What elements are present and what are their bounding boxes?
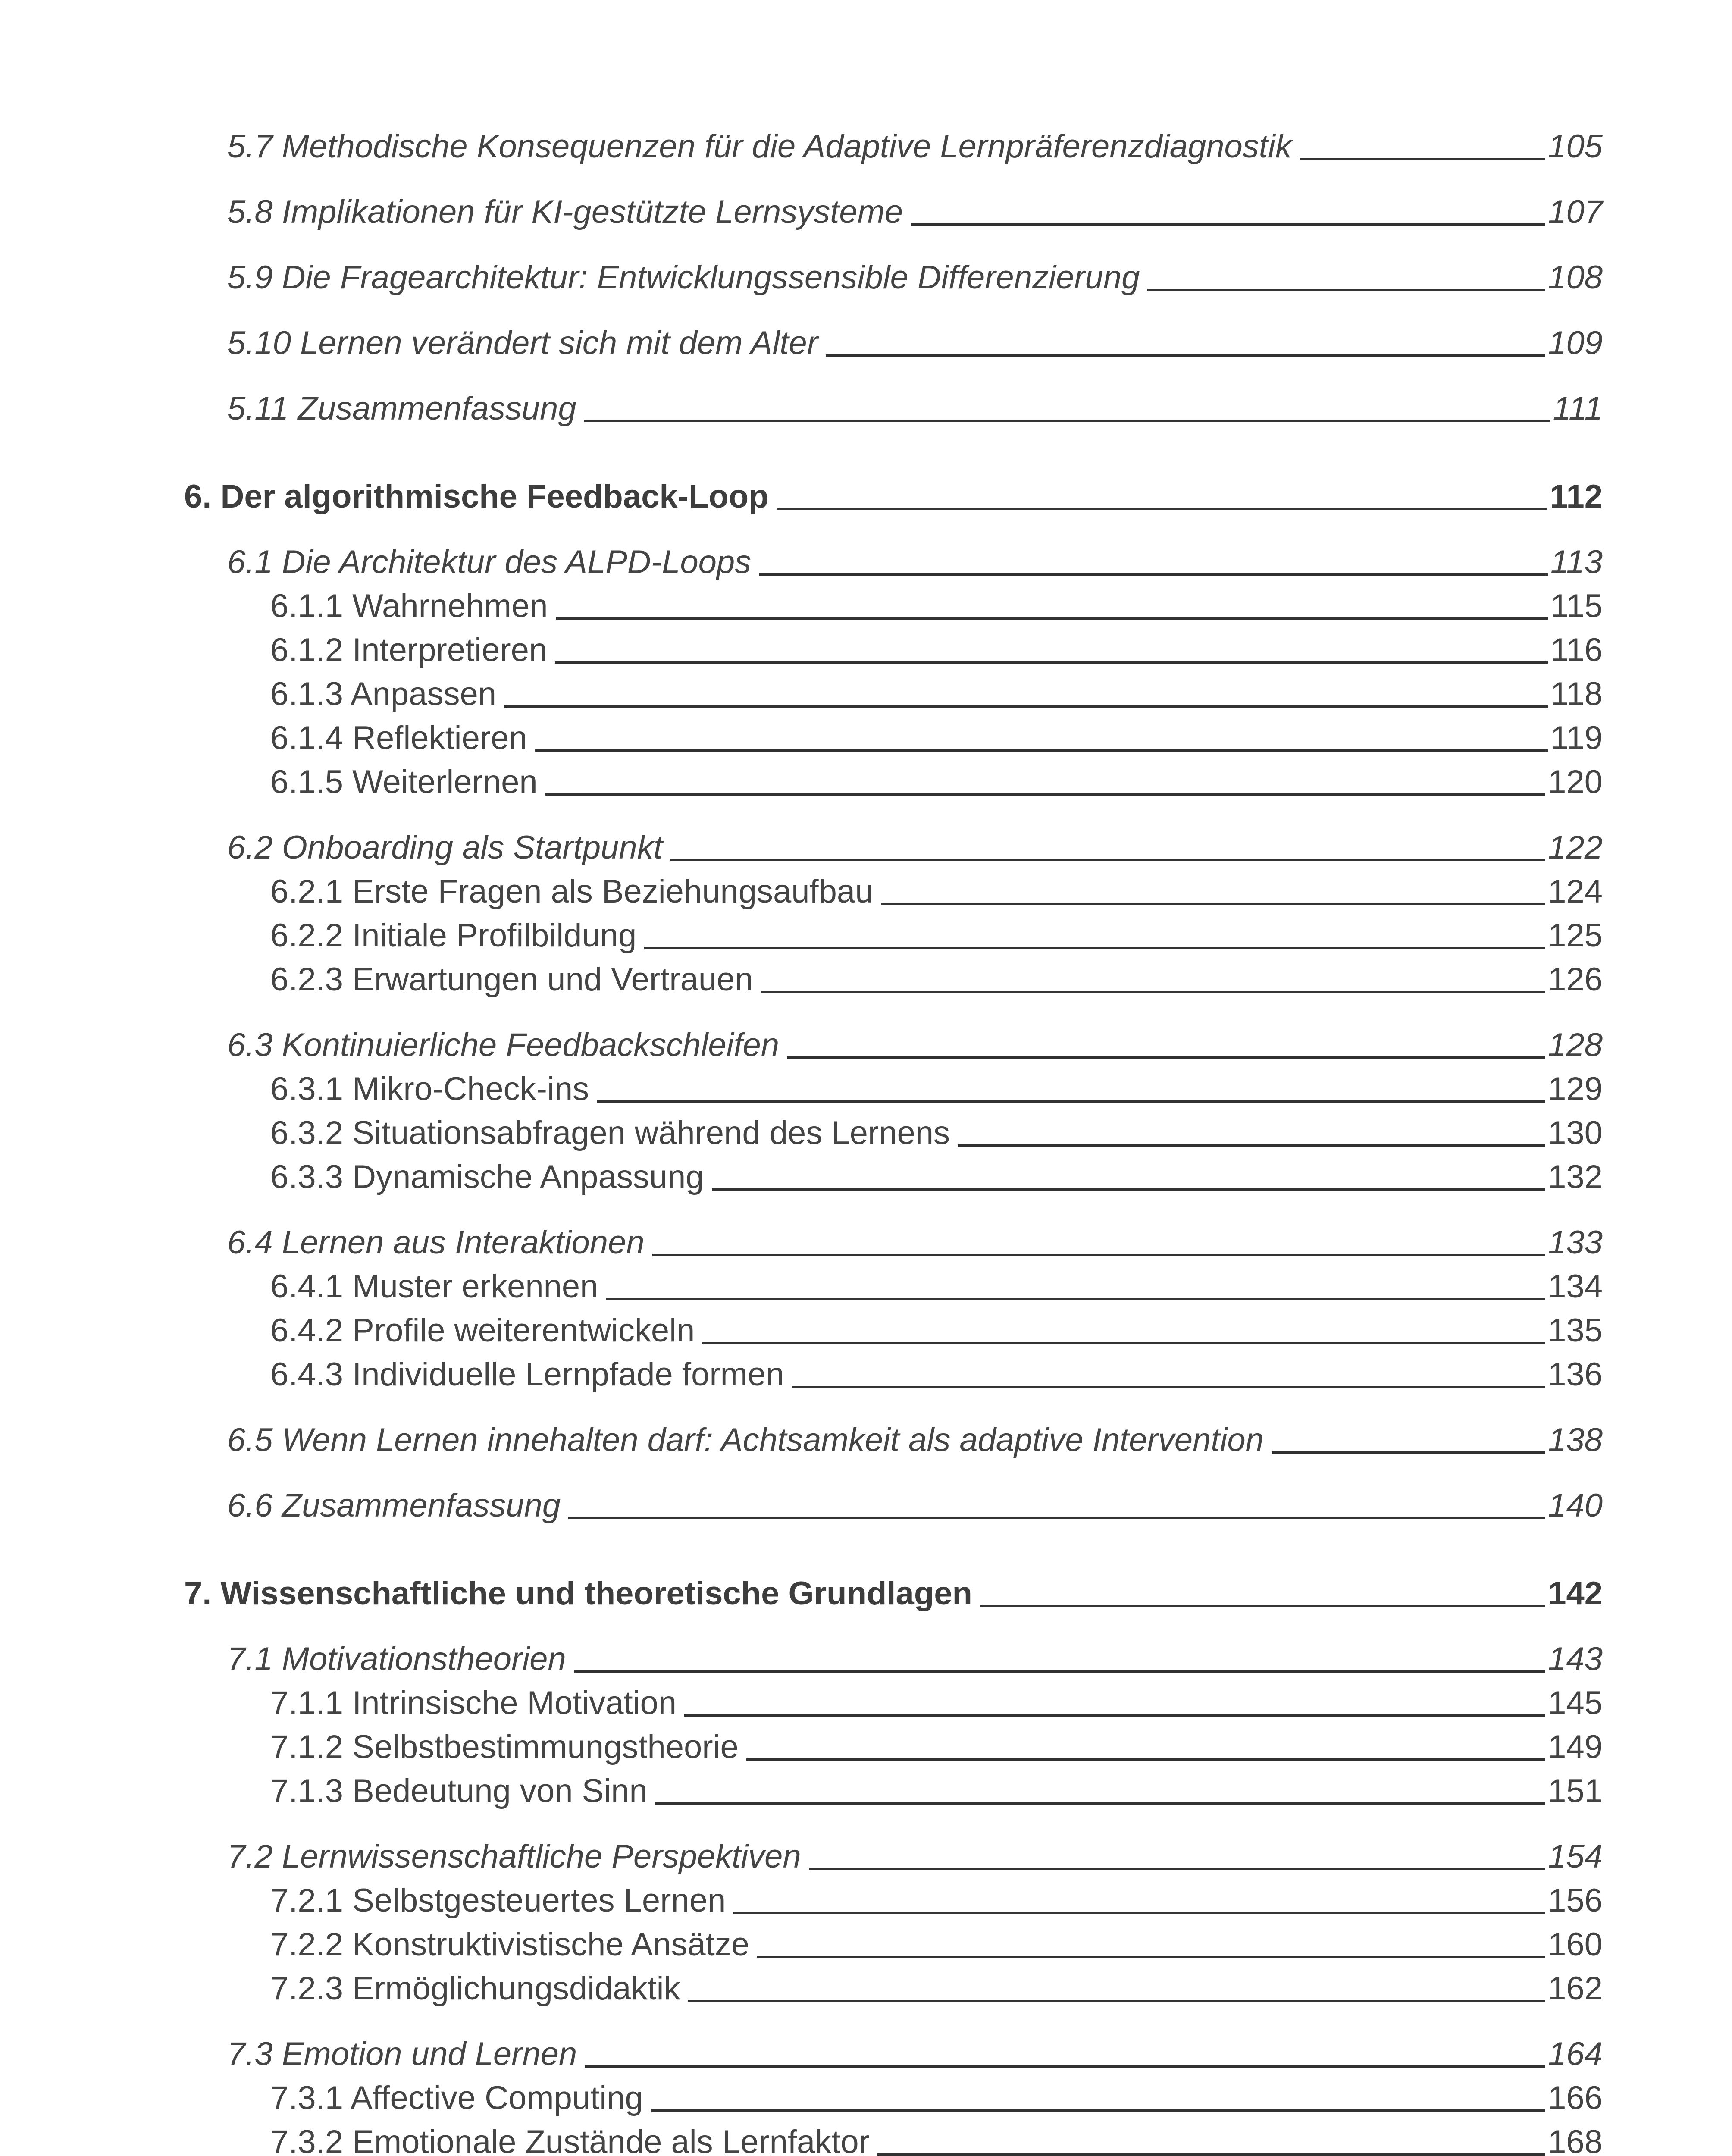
toc-entry-sub[interactable] <box>270 1267 1603 1306</box>
toc-entry-sub[interactable] <box>270 631 1603 670</box>
toc-entry-section[interactable] <box>227 543 1603 582</box>
toc-entry-page: 122 <box>1548 829 1603 866</box>
toc-entry-page: 154 <box>1548 1838 1603 1875</box>
toc-leader-line <box>504 705 1548 708</box>
toc-entry-page: 124 <box>1548 873 1603 910</box>
toc-entry-chapter[interactable] <box>184 477 1603 516</box>
toc-leader-line <box>652 1254 1546 1256</box>
toc-entry-page: 125 <box>1548 917 1603 954</box>
toc-entry-page: 142 <box>1548 1575 1603 1612</box>
toc-leader-line <box>733 1912 1545 1914</box>
toc-entry-sub[interactable] <box>270 1158 1603 1197</box>
toc-entry-section[interactable] <box>227 1421 1603 1460</box>
toc-entry-label: 5.8 Implikationen für KI-gestützte Lernsysteme <box>227 194 903 230</box>
toc-entry-section[interactable] <box>227 389 1603 428</box>
toc-entry-page: 162 <box>1548 1970 1603 2007</box>
toc-entry-page: 145 <box>1548 1685 1603 1721</box>
toc-entry-label: 7.3.2 Emotionale Zustände als Lernfaktor <box>270 2124 870 2156</box>
toc-entry-sub[interactable] <box>270 1684 1603 1723</box>
toc-entry-label: 6. Der algorithmische Feedback-Loop <box>184 478 769 515</box>
toc-leader-line <box>757 1956 1545 1958</box>
toc-leader-line <box>555 661 1548 664</box>
toc-entry-page: 166 <box>1548 2080 1603 2116</box>
toc-entry-label: 6.2 Onboarding als Startpunkt <box>227 829 663 866</box>
toc-entry-section[interactable] <box>227 193 1603 232</box>
toc-leader-line <box>655 1802 1545 1805</box>
toc-entry-page: 130 <box>1548 1115 1603 1151</box>
toc-entry-label: 6.1.2 Interpretieren <box>270 632 548 668</box>
toc-leader-line <box>761 991 1546 993</box>
toc-entry-page: 116 <box>1550 632 1603 668</box>
toc-entry-sub[interactable] <box>270 719 1603 758</box>
toc-leader-line <box>877 2153 1545 2156</box>
toc-entry-label: 6.4 Lernen aus Interaktionen <box>227 1224 645 1261</box>
toc-entry-label: 6.5 Wenn Lernen innehalten darf: Achtsamkeit als adaptive Intervention <box>227 1422 1264 1458</box>
toc-entry-sub[interactable] <box>270 916 1603 955</box>
toc-entry-page: 140 <box>1548 1487 1603 1524</box>
toc-entry-label: 7.1.1 Intrinsische Motivation <box>270 1685 677 1721</box>
toc-entry-label: 6.4.3 Individuelle Lernpfade formen <box>270 1356 784 1393</box>
toc-leader-line <box>688 2000 1546 2002</box>
toc-leader-line <box>759 573 1548 576</box>
toc-entry-sub[interactable] <box>270 2123 1603 2156</box>
toc-entry-label: 7.2 Lernwissenschaftliche Perspektiven <box>227 1838 801 1875</box>
toc-entry-section[interactable] <box>227 1223 1603 1262</box>
toc-entry-sub[interactable] <box>270 1925 1603 1964</box>
toc-leader-line <box>574 1670 1545 1673</box>
toc-entry-label: 6.1 Die Architektur des ALPD-Loops <box>227 544 752 580</box>
toc-entry-page: 134 <box>1548 1268 1603 1305</box>
toc-leader-line <box>911 223 1545 226</box>
toc-entry-sub[interactable] <box>270 1311 1603 1350</box>
toc-entry-label: 6.1.3 Anpassen <box>270 676 496 712</box>
toc-leader-line <box>809 1868 1545 1870</box>
toc-entry-label: 6.3.2 Situationsabfragen während des Lernens <box>270 1115 950 1151</box>
toc-entry-section[interactable] <box>227 2035 1603 2074</box>
toc-entry-section[interactable] <box>227 258 1603 297</box>
toc-leader-line <box>535 749 1548 752</box>
toc-leader-line <box>584 420 1550 422</box>
toc-entry-page: 128 <box>1548 1027 1603 1063</box>
toc-entry-label: 5.11 Zusammenfassung <box>227 390 576 427</box>
toc-entry-page: 129 <box>1548 1071 1603 1107</box>
toc-entry-page: 136 <box>1548 1356 1603 1393</box>
toc-entry-label: 7.3.1 Affective Computing <box>270 2080 643 2116</box>
toc-entry-page: 164 <box>1548 2036 1603 2072</box>
toc-entry-label: 7.1 Motivationstheorien <box>227 1641 566 1677</box>
toc-leader-line <box>644 947 1545 949</box>
toc-leader-line <box>777 508 1547 510</box>
toc-entry-label: 6.1.5 Weiterlernen <box>270 764 538 800</box>
toc-entry-sub[interactable] <box>270 1881 1603 1920</box>
toc-entry-label: 6.4.2 Profile weiterentwickeln <box>270 1312 695 1349</box>
toc-leader-line <box>712 1188 1546 1191</box>
toc-leader-line <box>980 1605 1545 1607</box>
toc-leader-line <box>670 859 1545 861</box>
toc-entry-label: 7.3 Emotion und Lernen <box>227 2036 577 2072</box>
toc-entry-label: 7.1.2 Selbstbestimmungstheorie <box>270 1729 739 1765</box>
toc-entry-label: 7.2.3 Ermöglichungsdidaktik <box>270 1970 680 2007</box>
toc-entry-sub[interactable] <box>270 1070 1603 1109</box>
toc-leader-line <box>545 793 1546 796</box>
toc-entry-label: 6.4.1 Muster erkennen <box>270 1268 598 1305</box>
toc-entry-page: 132 <box>1548 1159 1603 1195</box>
toc-entry-label: 5.9 Die Fragearchitektur: Entwicklungssensible Differenzierung <box>227 259 1140 296</box>
toc-leader-line <box>597 1100 1545 1103</box>
toc-entry-page: 113 <box>1550 544 1603 580</box>
toc-entry-label: 6.3 Kontinuierliche Feedbackschleifen <box>227 1027 780 1063</box>
toc-entry-sub[interactable] <box>270 960 1603 999</box>
toc-entry-label: 7.2.1 Selbstgesteuertes Lernen <box>270 1882 726 1919</box>
toc-entry-page: 115 <box>1550 588 1603 624</box>
toc-leader-line <box>556 617 1548 620</box>
toc-entry-label: 6.3.1 Mikro-Check-ins <box>270 1071 589 1107</box>
toc-leader-line <box>881 903 1545 905</box>
toc-leader-line <box>684 1714 1545 1717</box>
toc-leader-line <box>585 2065 1545 2068</box>
toc-entry-page: 120 <box>1548 764 1603 800</box>
toc-entry-sub[interactable] <box>270 1772 1603 1811</box>
toc-entry-label: 6.2.3 Erwartungen und Vertrauen <box>270 961 753 998</box>
toc-entry-sub[interactable] <box>270 763 1603 802</box>
toc-entry-page: 168 <box>1548 2124 1603 2156</box>
toc-entry-page: 143 <box>1548 1641 1603 1677</box>
toc-entry-page: 135 <box>1548 1312 1603 1349</box>
toc-entry-page: 119 <box>1550 720 1603 756</box>
toc-entry-page: 156 <box>1548 1882 1603 1919</box>
toc-leader-line <box>568 1517 1545 1519</box>
toc-entry-label: 6.3.3 Dynamische Anpassung <box>270 1159 704 1195</box>
toc-entry-page: 118 <box>1550 676 1603 712</box>
toc-entry-label: 6.1.1 Wahrnehmen <box>270 588 548 624</box>
toc-entry-sub[interactable] <box>270 1355 1603 1394</box>
toc-leader-line <box>958 1144 1545 1147</box>
toc-entry-label: 7.2.2 Konstruktivistische Ansätze <box>270 1926 750 1963</box>
toc-entry-section[interactable] <box>227 324 1603 363</box>
toc-leader-line <box>606 1298 1545 1300</box>
toc-entry-page: 138 <box>1548 1422 1603 1458</box>
toc-entry-label: 7.1.3 Bedeutung von Sinn <box>270 1773 648 1809</box>
toc-entry-section[interactable] <box>227 1486 1603 1525</box>
toc-entry-section[interactable] <box>227 828 1603 867</box>
toc-entry-section[interactable] <box>227 1026 1603 1065</box>
toc-entry-label: 5.7 Methodische Konsequenzen für die Adaptive Lernpräferenzdiagnostik <box>227 128 1292 165</box>
toc-entry-sub[interactable] <box>270 2079 1603 2118</box>
toc-entry-page: 149 <box>1548 1729 1603 1765</box>
toc-entry-section[interactable] <box>227 1640 1603 1679</box>
toc-entry-label: 7. Wissenschaftliche und theoretische Grundlagen <box>184 1575 972 1612</box>
toc-entry-page: 109 <box>1548 325 1603 361</box>
toc-entry-label: 6.2.2 Initiale Profilbildung <box>270 917 637 954</box>
toc-entry-page: 151 <box>1548 1773 1603 1809</box>
toc-entry-label: 5.10 Lernen verändert sich mit dem Alter <box>227 325 818 361</box>
toc-entry-sub[interactable] <box>270 872 1603 911</box>
toc-entry-page: 160 <box>1548 1926 1603 1963</box>
toc-entry-label: 6.6 Zusammenfassung <box>227 1487 561 1524</box>
toc-leader-line <box>826 354 1545 357</box>
toc-entry-page: 105 <box>1548 128 1603 165</box>
toc-entry-label: 6.1.4 Reflektieren <box>270 720 527 756</box>
toc-leader-line <box>1272 1451 1545 1454</box>
toc-leader-line <box>1300 158 1545 160</box>
toc-entry-section[interactable] <box>227 127 1603 166</box>
toc-entry-page: 126 <box>1548 961 1603 998</box>
toc-entry-section[interactable] <box>227 1837 1603 1876</box>
toc-leader-line <box>792 1386 1545 1388</box>
toc-leader-line <box>1147 289 1545 291</box>
toc-entry-chapter[interactable] <box>184 1574 1603 1613</box>
toc-entry-sub[interactable] <box>270 1969 1603 2008</box>
toc-entry-page: 108 <box>1548 259 1603 296</box>
toc-entry-sub[interactable] <box>270 587 1603 626</box>
toc-entry-sub[interactable] <box>270 1114 1603 1153</box>
toc-entry-page: 112 <box>1550 478 1603 515</box>
toc-leader-line <box>746 1758 1545 1761</box>
toc-entry-sub[interactable] <box>270 675 1603 714</box>
toc-entry-page: 133 <box>1548 1224 1603 1261</box>
toc-entry-label: 6.2.1 Erste Fragen als Beziehungsaufbau <box>270 873 874 910</box>
toc-leader-line <box>702 1342 1545 1344</box>
toc-leader-line <box>651 2109 1546 2112</box>
toc-leader-line <box>787 1056 1545 1059</box>
toc-entry-page: 111 <box>1553 390 1603 427</box>
toc-entry-sub[interactable] <box>270 1728 1603 1767</box>
toc-entry-page: 107 <box>1548 194 1603 230</box>
